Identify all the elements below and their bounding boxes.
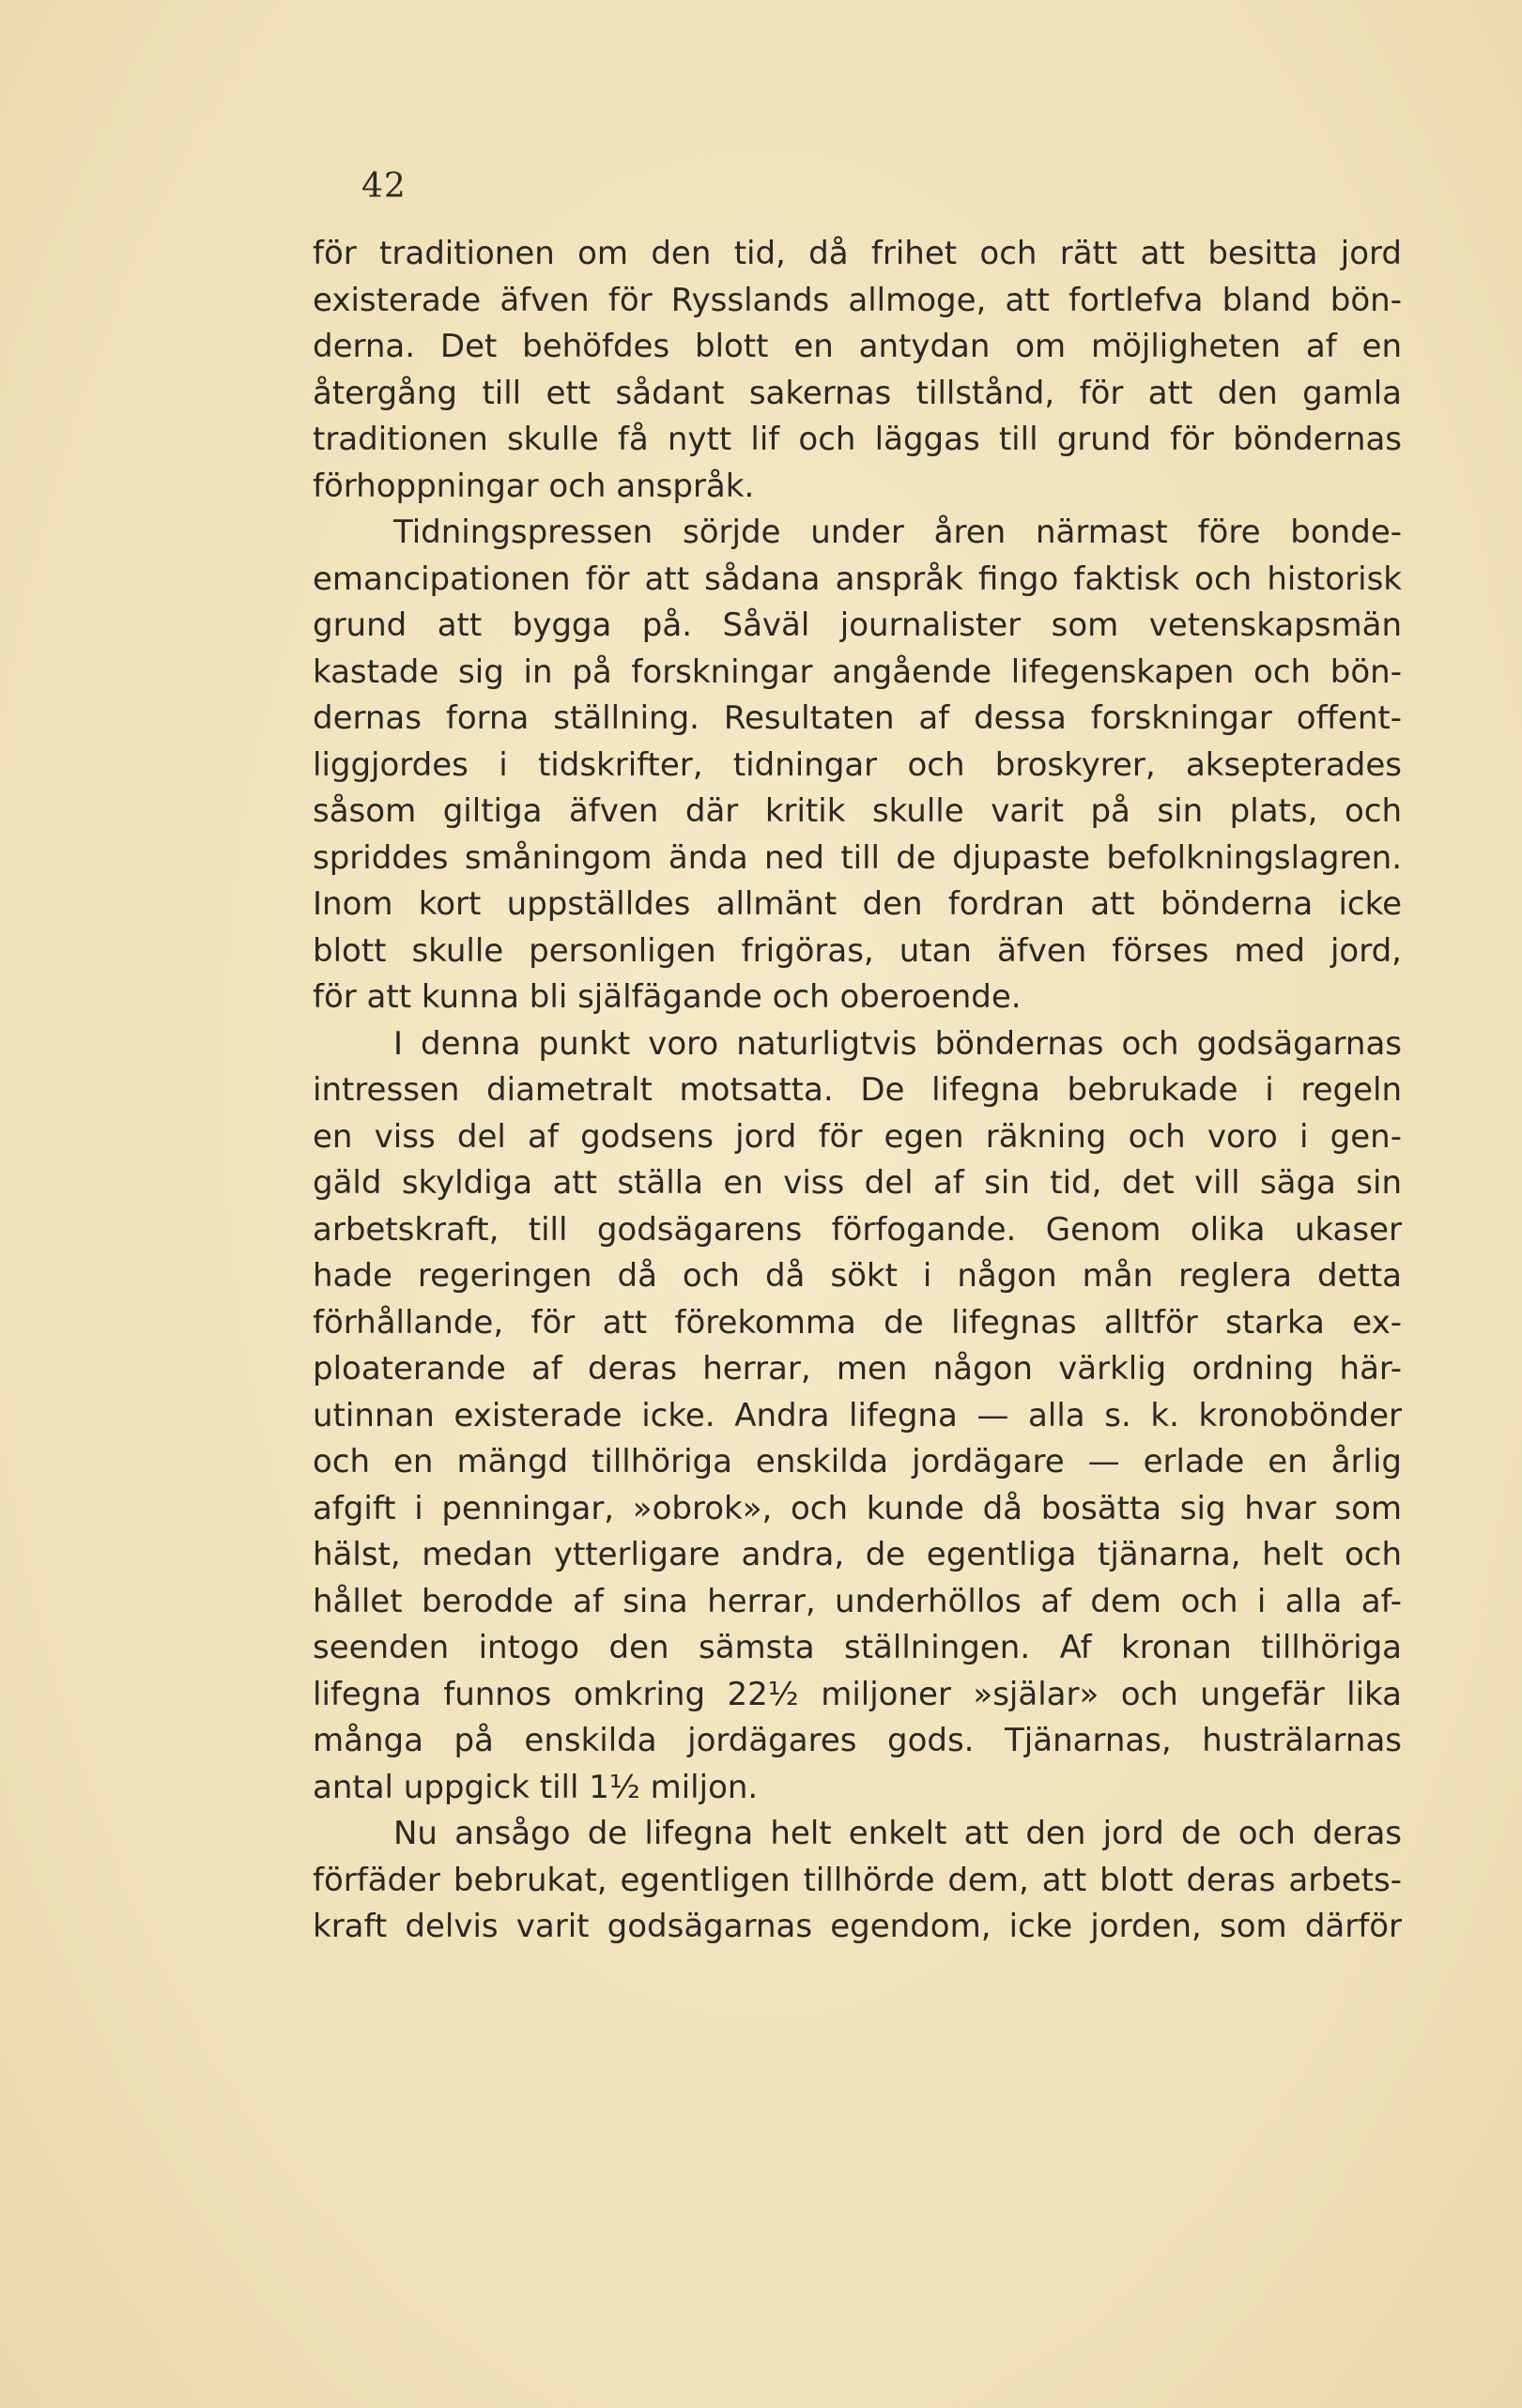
text-line: Tidningspressen sörjde under åren närmast före bonde- — [393, 514, 1402, 551]
text-line: återgång till ett sådant sakernas tillstånd, för att den gamla — [313, 374, 1402, 412]
paragraph — [313, 231, 1402, 510]
text-line: blott skulle personligen frigöras, utan äfven förses med jord, — [313, 931, 1402, 970]
text-line: förhoppningar och anspråk. — [313, 467, 755, 505]
text-line: ploaterande af deras herrar, men någon värklig ordning här- — [313, 1350, 1402, 1388]
text-line: dernas forna ställning. Resultaten af dessa forskningar offent- — [313, 699, 1402, 737]
text-line: liggjordes i tidskrifter, tidningar och broskyrer, aksepterades — [313, 745, 1402, 784]
text-line: Nu ansågo de lifegna helt enkelt att den jord de och deras — [393, 1815, 1402, 1852]
text-line: spriddes småningom ända ned till de djupaste befolkningslagren. — [313, 838, 1402, 877]
text-line: gäld skyldiga att ställa en viss del af sin tid, det vill säga sin — [313, 1164, 1402, 1202]
text-line: hållet berodde af sina herrar, underhöllos af dem och i alla af- — [313, 1582, 1402, 1620]
text-line: derna. Det behöfdes blott en antydan om möjligheten af en — [313, 328, 1402, 365]
text-line: Inom kort uppställdes allmänt den fordran att bönderna icke — [313, 885, 1402, 923]
text-line: såsom giltiga äfven där kritik skulle varit på sin plats, och — [313, 792, 1402, 830]
text-line: traditionen skulle få nytt lif och läggas till grund för böndernas — [313, 421, 1402, 458]
text-line: afgift i penningar, »obrok», och kunde då bosätta sig hvar som — [313, 1489, 1402, 1527]
text-line: intressen diametralt motsatta. De lifegna bebrukade i regeln — [313, 1071, 1402, 1109]
text-line: hade regeringen då och då sökt i någon mån reglera detta — [313, 1257, 1402, 1295]
text-line: kraft delvis varit godsägarnas egendom, icke jorden, som därför — [313, 1908, 1402, 1945]
page-number: 42 — [361, 167, 407, 206]
text-line: förhållande, för att förekomma de lifegnas alltför starka ex- — [313, 1303, 1402, 1342]
text-line: många på enskilda jordägares gods. Tjänarnas, husträlarnas — [313, 1722, 1402, 1759]
text-line: seenden intogo den sämsta ställningen. Af kronan tillhöriga — [313, 1629, 1402, 1666]
paragraph — [313, 1811, 1402, 1951]
text-line: förfäder bebrukat, egentligen tillhörde dem, att blott deras arbets- — [313, 1861, 1402, 1899]
text-line: arbetskraft, till godsägarens förfogande. Genom olika ukaser — [313, 1210, 1402, 1249]
text-line: utinnan existerade icke. Andra lifegna — alla s. k. kronobönder — [313, 1396, 1402, 1434]
text-line: för traditionen om den tid, då frihet och rätt att besitta jord — [313, 235, 1402, 272]
text-line: för att kunna bli själfägande och oberoende. — [313, 978, 1022, 1016]
paragraph — [313, 1021, 1402, 1812]
text-line: emancipationen för att sådana anspråk fingo faktisk och historisk — [313, 560, 1402, 598]
text-line: lifegna funnos omkring 22½ miljoner »själar» och ungefär lika — [313, 1675, 1402, 1713]
text-line: antal uppgick till 1½ miljon. — [313, 1768, 759, 1806]
text-line: grund att bygga på. Såväl journalister som vetenskapsmän — [313, 606, 1402, 644]
text-line: I denna punkt voro naturligtvis böndernas och godsägarnas — [393, 1024, 1402, 1063]
text-line: kastade sig in på forskningar angående lifegenskapen och bön- — [313, 652, 1402, 691]
text-line: och en mängd tillhöriga enskilda jordägare — erlade en årlig — [313, 1443, 1402, 1480]
paragraph — [313, 510, 1402, 1021]
text-line: en viss del af godsens jord för egen räkning och voro i gen- — [313, 1117, 1402, 1156]
body-text — [313, 231, 1402, 1951]
text-line: existerade äfven för Rysslands allmoge, att fortlefva bland bön- — [313, 281, 1402, 319]
text-line: hälst, medan ytterligare andra, de egentliga tjänarna, helt och — [313, 1536, 1402, 1573]
